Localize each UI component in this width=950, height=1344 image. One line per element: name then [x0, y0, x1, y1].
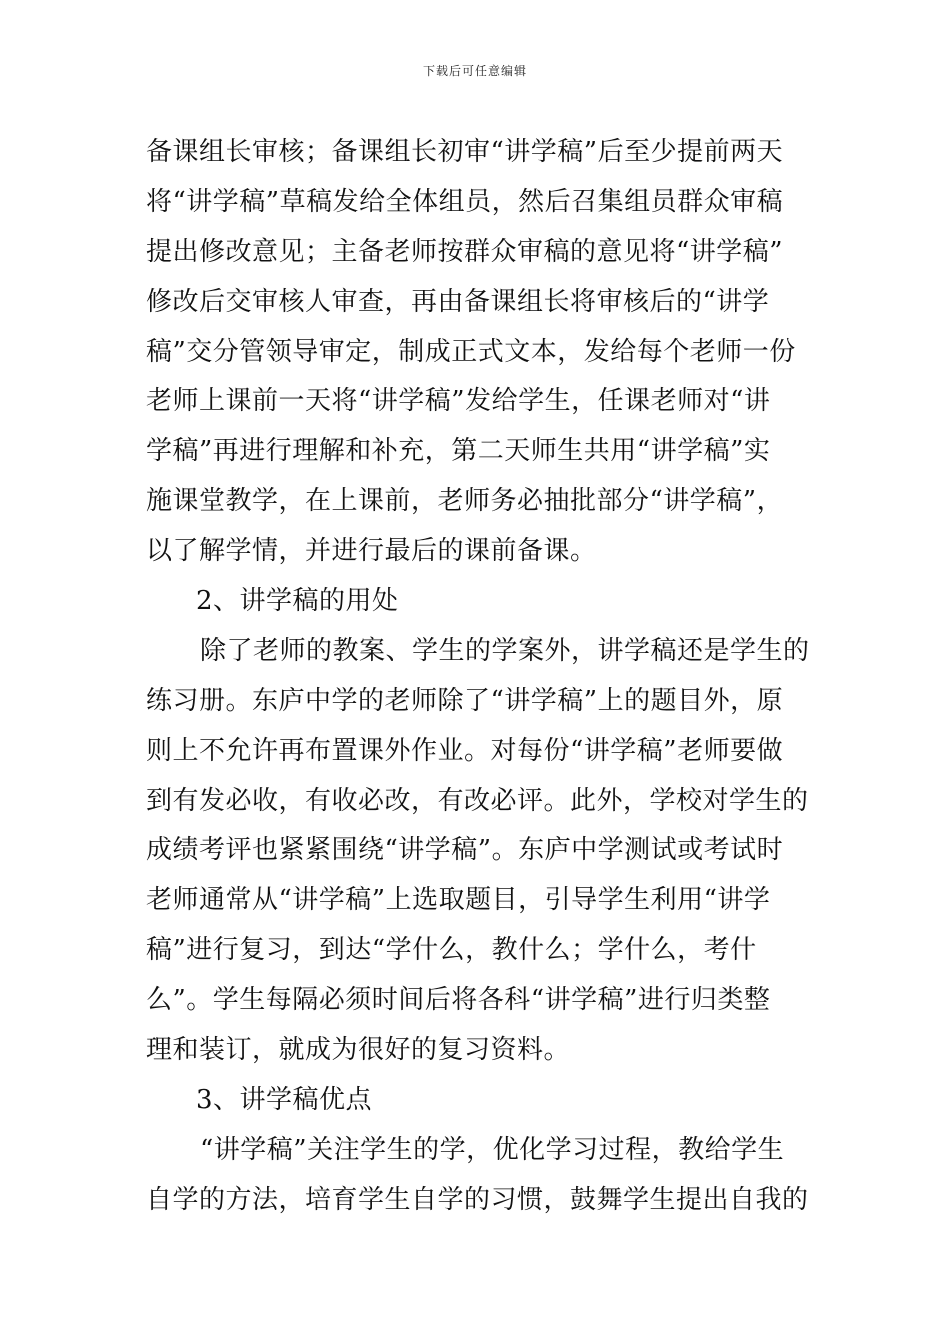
paragraph-first-line: 除了老师的教案、学生的学案外，讲学稿还是学生的: [200, 635, 810, 666]
text-line: 备课组长审核；备课组长初审“讲学稿”后至少提前两天: [146, 137, 784, 167]
text-line: 到有发必收，有收必改，有改必评。此外，学校对学生的: [146, 785, 809, 816]
text-line: 则上不允许再布置课外作业。对每份“讲学稿”老师要做: [146, 735, 784, 766]
text-line: 将“讲学稿”草稿发给全体组员，然后召集组员群众审稿: [146, 186, 784, 217]
text-line: 学稿”再进行理解和补充，第二天师生共用“讲学稿”实: [146, 436, 771, 467]
page-header-note: 下载后可任意编辑: [422, 64, 527, 78]
text-line: 老师上课前一天将“讲学稿”发给学生，任课老师对“讲: [146, 386, 771, 417]
text-line: 么”。学生每隔必须时间后将各科“讲学稿”进行归类整: [146, 985, 771, 1016]
text-line: 修改后交审核人审查，再由备课组长将审核后的“讲学: [146, 286, 770, 317]
section-heading: 2、讲学稿的用处: [196, 586, 399, 617]
text-line: 施课堂教学，在上课前，老师务必抽批部分“讲学稿”，: [146, 486, 784, 517]
text-line: 成绩考评也紧紧围绕“讲学稿”。东庐中学测试或考试时: [146, 835, 784, 866]
text-line: 以了解学情，并进行最后的课前备课。: [146, 536, 597, 567]
document-body: [146, 128, 816, 1226]
text-line: 提出修改意见；主备老师按群众审稿的意见将“讲学稿”: [146, 236, 784, 267]
text-line: 老师通常从“讲学稿”上选取题目，引导学生利用“讲学: [146, 885, 771, 916]
text-line: 稿”交分管领导审定，制成正式文本，发给每个老师一份: [146, 336, 796, 367]
section-heading: 3、讲学稿优点: [196, 1084, 373, 1115]
text-line: 理和装订，就成为很好的复习资料。: [146, 1035, 571, 1066]
paragraph-first-line: “讲学稿”关注学生的学，优化学习过程，教给学生: [200, 1134, 785, 1165]
text-line: 练习册。东庐中学的老师除了“讲学稿”上的题目外，原: [146, 685, 784, 716]
text-line: 自学的方法，培育学生自学的习惯，鼓舞学生提出自我的: [146, 1184, 809, 1215]
text-line: 稿”进行复习，到达“学什么，教什么；学什么，考什: [146, 935, 757, 966]
